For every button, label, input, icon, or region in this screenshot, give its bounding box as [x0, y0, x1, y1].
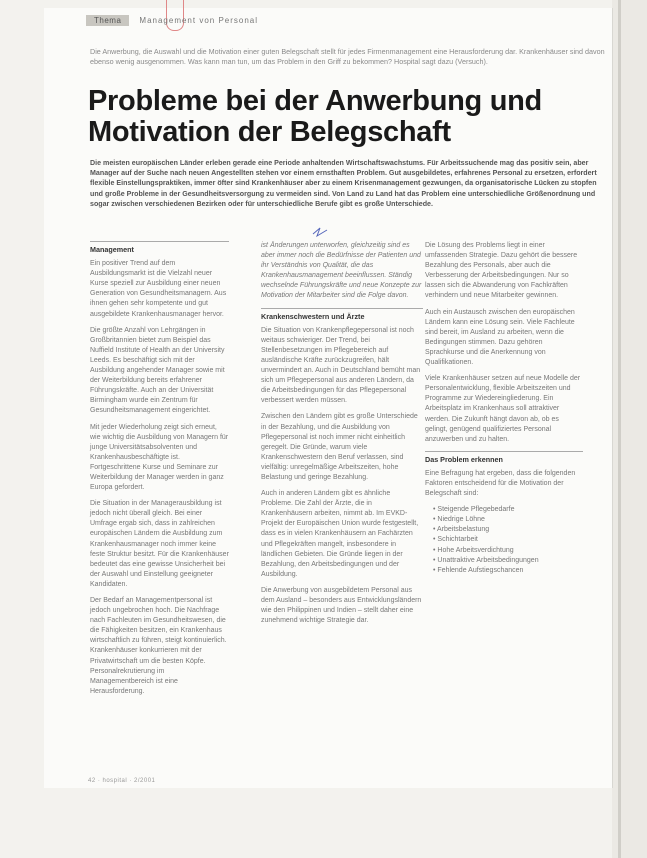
page-edge-stripe: [618, 0, 621, 858]
column-2-paragraph: ist Änderungen unterworfen, gleichzeitig sind es aber immer noch die Bedürfnisse der Patienten und ihr Verständnis von Qualität, die das Krankenhausmanagement beeinflussen. Ständig wechselnde Führungskräfte und neue Konzepte zur Motivation der Mitarbeiter sind die Folge davon.: [261, 242, 422, 300]
article-headline: [88, 86, 608, 148]
subheading-recognize-problem: Das Problem erkennen: [425, 451, 583, 465]
column-1-paragraph: Die Situation in der Managerausbildung ist jedoch nicht überall gleich. Bei einer Umfrage ergab sich, dass in zahlreichen europäischen Ländern die Ausbildung zum Krankenhausmanager noch immer keine feste Struktur besitzt. Für die Krankenhäuser bedeutet das eine gewisse Unsicherheit bei der Auswahl und Einstellung geeigneter Kandidaten.: [90, 500, 229, 588]
column-2-paragraph: Die Anwerbung von ausgebildetem Personal aus dem Ausland – besonders aus Entwicklungsländern wie den Philippinen und Indien – stellt daher eine zunehmend wichtige Strategie dar.: [261, 586, 422, 625]
column-1-paragraph: Ein positiver Trend auf dem Ausbildungsmarkt ist die Vielzahl neuer Kurse speziell zur Ausbildung einer neuen Generation von Gesundheitsmanagern. Aus ihnen gehen sehr kompetente und gut ausgebildete Krankenhausmanager hervor.: [90, 260, 227, 318]
column-3-paragraph: Auch ein Austausch zwischen den europäischen Ländern kann eine Lösung sein. Viele Fachleute sind bereit, im Ausland zu arbeiten, wenn die Bedingungen stimmen. Dazu gehören Sprachkurse und die Anerkennung von Qualifikationen.: [425, 308, 575, 367]
subheading-management: Management: [90, 241, 229, 255]
column-3-paragraph: Die Lösung des Problems liegt in einer umfassenden Strategie. Dazu gehört die bessere Bezahlung des Personals, aber auch die Verbesserung der Arbeitsbedingungen. Nur so lassen sich die Abwanderung von Fachkräften verhindern und neue Mitarbeiter gewinnen.: [425, 242, 578, 300]
column-3: [425, 241, 583, 576]
section-header: [86, 14, 258, 26]
column-3-paragraph: Viele Krankenhäuser setzen auf neue Modelle der Personalentwicklung, flexible Arbeitszeiten und Programme zur Wiedereingliederung. Ein Arbeitsplatz im Krankenhaus soll attraktiver werden. Die Zukunft hängt davon ab, ob es gelingt, genügend qualifiziertes Personal anzuwerben und zu halten.: [425, 375, 581, 443]
column-2-paragraph: Auch in anderen Ländern gibt es ähnliche Probleme. Die Zahl der Ärzte, die in Krankenhäusern arbeiten, nimmt ab. Im EVKD-Projekt der Europäischen Union wurde festgestellt, dass es in vielen Krankenhäusern an Fachärzten und Pflegekräften mangelt, insbesondere in ländlichen Gebieten. Die Gründe liegen in der Bezahlung, den Arbeitsbedingungen und der Ausbildung.: [261, 490, 419, 578]
pen-mark-icon: [311, 226, 331, 238]
column-1-paragraph: Mit jeder Wiederholung zeigt sich erneut, wie wichtig die Ausbildung von Managern für junge Universitätsabsolventen und Krankenhausbeschäftigte ist. Fortgeschrittene Kurse und Seminare zur Weiterbildung der Manager werden in ganz Europa gefordert.: [90, 423, 229, 492]
list-item: • Hohe Arbeitsverdichtung: [433, 546, 583, 556]
headline-line-2: Motivation der Belegschaft: [88, 116, 451, 148]
section-title: Management von Personal: [139, 15, 259, 25]
list-item: • Arbeitsbelastung: [433, 525, 583, 535]
subheading-nurses-doctors: Krankenschwestern und Ärzte: [261, 308, 423, 322]
column-2-paragraph: Die Situation von Krankenpflegepersonal ist noch weitaus schwieriger. Der Trend, bei Stellenbesetzungen im Pflegebereich auf ausländische Kräfte zurückzugreifen, hält unvermindert an. Auch in Deutschland bemüht man sich um Pflegepersonal aus anderen Ländern, da die Arbeitsbedingungen für das Pflegepersonal verbessert werden müssen.: [261, 326, 421, 405]
page-footer: 42 · hospital · 2/2001: [88, 778, 156, 784]
column-1-paragraph: Die größte Anzahl von Lehrgängen in Großbritannien bietet zum Beispiel das Nuffield Institute of Health an der University Leeds. Es beschäftigt sich mit der Ausbildung angehender Manager sowie mit der Weiterbildung bereits erfahrener Führungskräfte. Auch an der Universität Birmingham wurde ein Zentrum für Gesundheitsmanagement eingerichtet.: [90, 326, 225, 415]
list-item: • Steigende Pflegebedarfe: [433, 505, 583, 515]
list-item: • Unattraktive Arbeitsbedingungen: [433, 556, 583, 566]
page-edge: [612, 0, 647, 858]
section-tag: Thema: [86, 15, 129, 26]
column-2-paragraph: Zwischen den Ländern gibt es große Unterschiede in der Bezahlung, und die Ausbildung von Pflegepersonal ist noch immer nicht einheitlich geregelt. Die Gründe, warum viele Krankenschwestern den Beruf verlassen, sind vielfältig: unregelmäßige Arbeitszeiten, hohe Belastung und geringe Bezahlung.: [261, 413, 418, 481]
intro-text: Die Anwerbung, die Auswahl und die Motivation einer guten Belegschaft stellt für jedes Firmenmanagement eine Herausforderung dar. Krankenhäuser sind davon ebenso wenig ausgenommen. Was kann man tun, um das Problem in den Griff zu bekommen? Hospital sagt dazu (Versuch).: [90, 47, 605, 66]
list-item: • Schichtarbeit: [433, 535, 583, 545]
list-item: • Niedrige Löhne: [433, 515, 583, 525]
column-1: [90, 241, 229, 703]
factor-list: [425, 505, 583, 576]
column-3-paragraph: Eine Befragung hat ergeben, dass die folgenden Faktoren entscheidend für die Motivation der Belegschaft sind:: [425, 469, 576, 498]
column-1-paragraph: Der Bedarf an Managementpersonal ist jedoch ungebrochen hoch. Die Nachfrage nach Fachleuten im Gesundheitswesen, die die Fähigkeiten besitzen, ein Krankenhaus wirtschaftlich zu führen, steigt kontinuierlich. Krankenhäuser konkurrieren mit der Privatwirtschaft um die besten Köpfe. Personalrekrutierung im Managementbereich ist eine Herausforderung.: [90, 597, 227, 695]
list-item: • Fehlende Aufstiegschancen: [433, 566, 583, 576]
lead-paragraph: Die meisten europäischen Länder erleben gerade eine Periode anhaltenden Wirtschaftswachstums. Für Arbeitssuchende mag das positiv sein, aber Manager auf der Suche nach neuen Angestellten stehen vor einem ernsthaften Problem. Gut ausgebildetes, erfahrenes Personal zu ersetzen, erfordert flexible Einstellungspraktiken, immer öfter sind Krankenhäuser aber zu einem Krisenmanagement gezwungen, da organisatorische Lücken zu stopfen und große Probleme in der Gesundheitsversorgung zu vermeiden sind. Von Land zu Land hat das Problem eine unterschiedliche Größenordnung und sogar zwischen verschiedenen Bezirken oder für unterschiedliche Berufe gibt es große Unterschiede.: [90, 159, 597, 208]
headline-line-1: Probleme bei der Anwerbung und: [88, 85, 542, 117]
column-2: [261, 241, 423, 632]
